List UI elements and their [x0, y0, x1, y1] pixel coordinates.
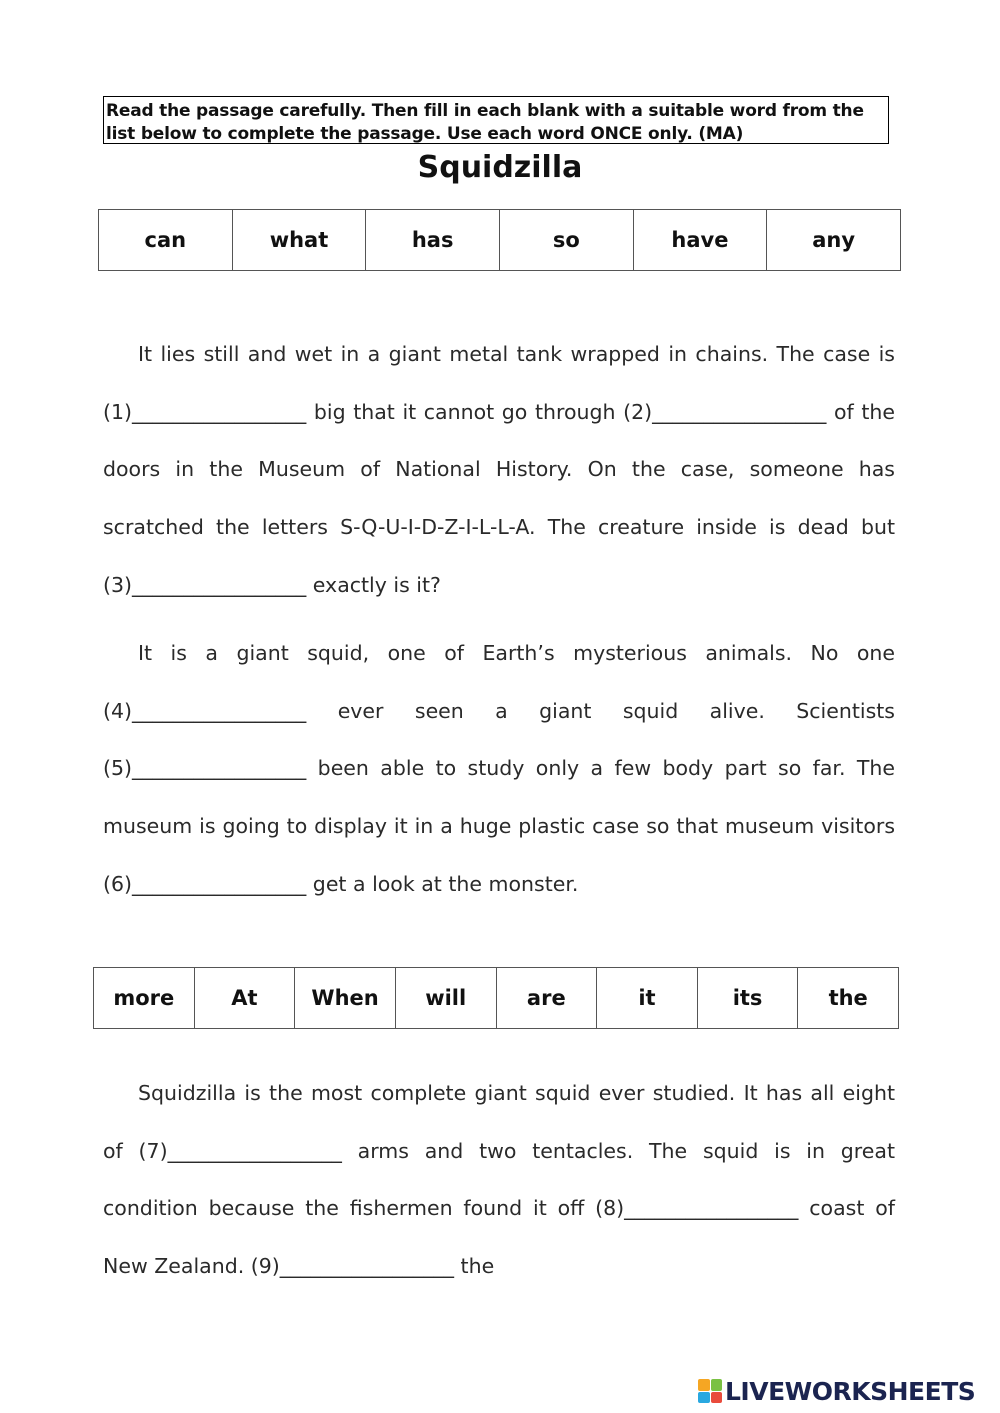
- word-option: it: [597, 968, 698, 1029]
- liveworksheets-logo[interactable]: [698, 1376, 975, 1406]
- paragraph-2-text: It is a giant squid, one of Earth’s mysterious animals. No one (4)_________________ ever seen a giant squid alive. Scientists (5)_________________ been able to study only a few body part so far. The museum is going to display it in a huge plastic case so that museum visitors (6)_________________ get a look at the monster.: [103, 641, 895, 896]
- word-option: its: [697, 968, 798, 1029]
- word-option: what: [232, 210, 366, 271]
- word-option: so: [499, 210, 633, 271]
- paragraph-2: [103, 625, 895, 914]
- word-option: At: [194, 968, 295, 1029]
- paragraph-3-text: Squidzilla is the most complete giant squid ever studied. It has all eight of (7)_________________ arms and two tentacles. The squid is in great condition because the fishermen found it off (8)_________________ coast of New Zealand. (9)_________________ the: [103, 1081, 895, 1279]
- instructions: Read the passage carefully. Then fill in each blank with a suitable word from the list below to complete the passage. Use each word ONCE only. (MA): [103, 96, 889, 144]
- paragraph-3: [103, 1065, 895, 1296]
- word-option: the: [798, 968, 899, 1029]
- page-title: Squidzilla: [417, 150, 583, 185]
- word-option: will: [395, 968, 496, 1029]
- word-option: more: [94, 968, 195, 1029]
- logo-square: [711, 1392, 723, 1404]
- logo-text: LIVEWORKSHEETS: [725, 1376, 976, 1406]
- word-option: are: [496, 968, 597, 1029]
- liveworksheets-logo-icon: [698, 1379, 722, 1403]
- paragraph-1: [103, 326, 895, 615]
- word-option: can: [99, 210, 233, 271]
- word-option: have: [633, 210, 767, 271]
- word-option: When: [295, 968, 396, 1029]
- word-option: has: [366, 210, 500, 271]
- logo-square: [711, 1379, 723, 1391]
- word-box-1: [98, 209, 901, 271]
- word-option: any: [767, 210, 901, 271]
- word-box-2: [93, 967, 899, 1029]
- paragraph-1-text: It lies still and wet in a giant metal tank wrapped in chains. The case is (1)_________________ big that it cannot go through (2)_________________ of the doors in the Museum of National History. On the case, someone has scratched the letters S-Q-U-I-D-Z-I-L-L-A. The creature inside is dead but (3)_________________ exactly is it?: [103, 342, 895, 597]
- logo-square: [698, 1379, 710, 1391]
- logo-square: [698, 1392, 710, 1404]
